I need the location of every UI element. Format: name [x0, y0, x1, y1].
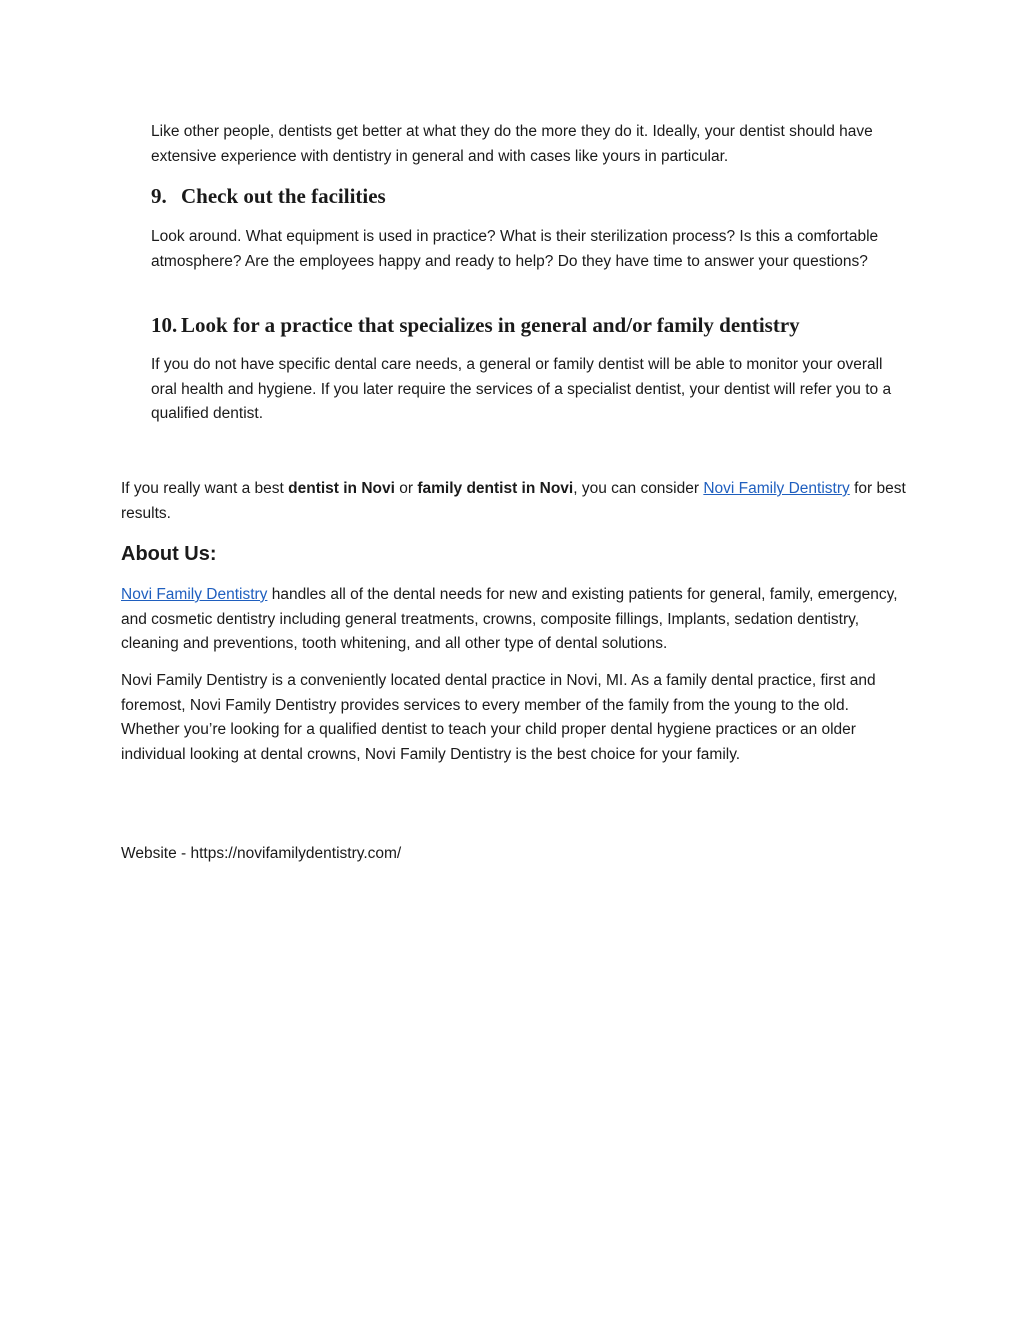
item-10-heading: [151, 311, 800, 339]
about-paragraph-2: Novi Family Dentistry is a conveniently located dental practice in Novi, MI. As a family dental practice, first and foremost, Novi Family Dentistry provides services to every member of the family from the young to the old. Whether you’re looking for a qualified dentist to teach your child proper dental hygiene practices or an older individual looking at dental crowns, Novi Family Dentistry is the best choice for your family.: [121, 672, 876, 763]
item-10-title: Look for a practice that specializes in general and/or family dentistry: [181, 313, 800, 337]
item-9-text: Look around. What equipment is used in practice? What is their sterilization process? Is this a comfortable atmosphere? Are the employees happy and ready to help? Do they have time to answer your questions?: [151, 228, 879, 270]
cta-after: , you can consider: [573, 480, 704, 497]
intro-paragraph: Like other people, dentists get better at what they do the more they do it. Ideally, your dentist should have extensive experience with dentistry in general and with cases like yours in particular.: [151, 123, 873, 165]
cta-keyword-family-dentist: family dentist in Novi: [417, 480, 574, 497]
item-9-heading: [151, 182, 386, 210]
item-9-title: Check out the facilities: [181, 184, 386, 208]
cta-prefix: If you really want a best: [121, 480, 289, 497]
cta-paragraph: [121, 477, 911, 526]
cta-suffix: for best results.: [121, 480, 906, 522]
item-9-number: 9.: [151, 184, 167, 208]
cta-mid: or: [394, 480, 418, 497]
about-us-heading: About Us:: [121, 543, 217, 565]
cta-keyword-dentist: dentist in Novi: [288, 480, 395, 497]
item-10-number: 10.: [151, 313, 178, 337]
item-10-text: If you do not have specific dental care needs, a general or family dentist will be able to monitor your overall oral health and hygiene. If you later require the services of a specialist dentist, your dentist will refer you to a qualified dentist.: [151, 356, 892, 422]
website-line: Website - https://novifamilydentistry.com/: [121, 845, 402, 862]
about-novi-family-dentistry-link[interactable]: Novi Family Dentistry: [121, 586, 268, 603]
about-paragraph-1: [121, 583, 911, 657]
novi-family-dentistry-link[interactable]: Novi Family Dentistry: [703, 480, 850, 497]
about-p1-text: handles all of the dental needs for new and existing patients for general, family, emergency, and cosmetic dentistry including general treatments, crowns, composite fillings, Implants, sedation dentistry, cleaning and preventions, tooth whitening, and all other type of dental solutions.: [121, 586, 898, 652]
